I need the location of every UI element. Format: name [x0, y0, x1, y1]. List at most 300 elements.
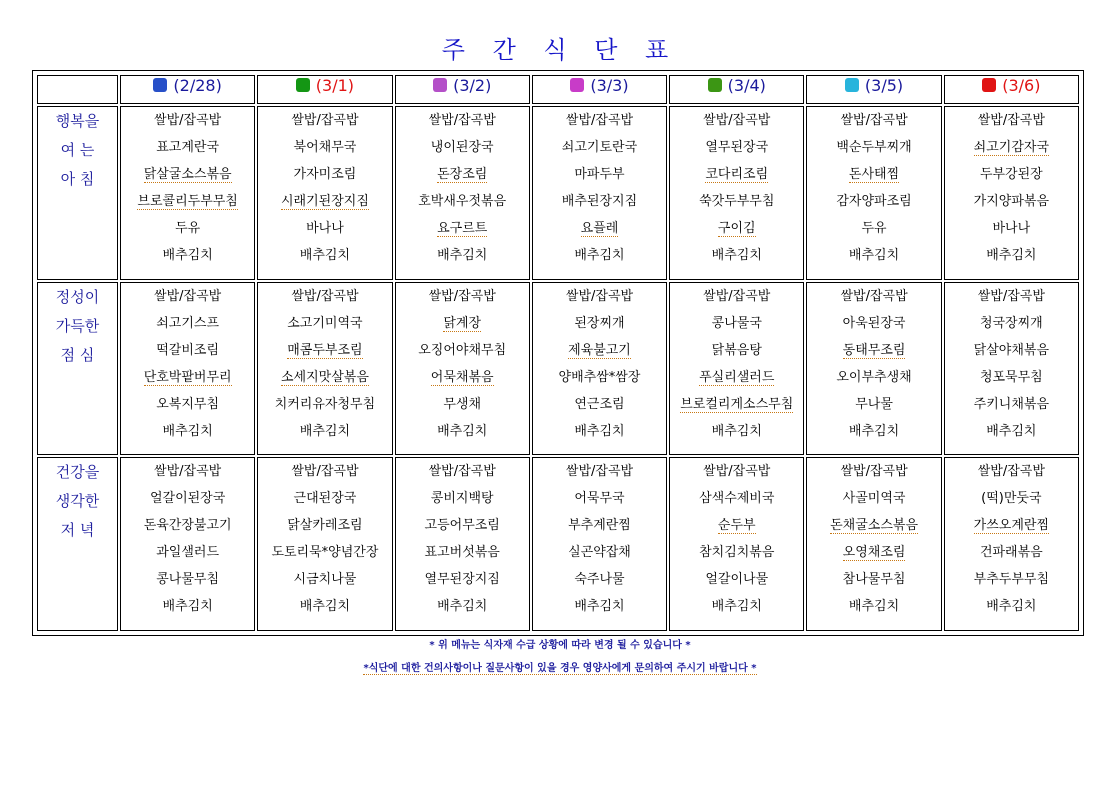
- menu-item-text: 배추김치: [986, 599, 1037, 615]
- menu-item: [121, 283, 254, 310]
- menu-item: [807, 418, 940, 445]
- menu-item-text: (떡)만둣국: [981, 491, 1042, 507]
- menu-item: [121, 188, 254, 215]
- menu-item: [945, 337, 1078, 364]
- menu-item-text: 배추김치: [162, 599, 213, 615]
- menu-item: [945, 242, 1078, 269]
- sun-day-icon: [153, 78, 167, 92]
- menu-item: [945, 188, 1078, 215]
- day-date-label: (3/3): [590, 76, 629, 95]
- menu-body: [37, 106, 1079, 631]
- menu-item-text: 가지양파볶음: [973, 194, 1050, 209]
- menu-item: [670, 458, 803, 485]
- menu-item-text: 청포묵무침: [979, 369, 1043, 385]
- menu-item-text: 쇠고기감자국: [973, 140, 1050, 155]
- menu-item-text: 쌀밥/잡곡밥: [840, 464, 908, 480]
- menu-item: [670, 593, 803, 620]
- menu-item: [807, 310, 940, 337]
- flower-icon: [296, 78, 310, 92]
- day-header-row: [37, 75, 1079, 104]
- menu-item: [807, 593, 940, 620]
- menu-item: [807, 161, 940, 188]
- menu-item: [945, 107, 1078, 134]
- menu-item-text: 얼갈이된장국: [149, 491, 226, 507]
- menu-item-text: 두유: [175, 221, 201, 236]
- day-date-label: (3/1): [315, 76, 355, 95]
- notice-line-2: [0, 659, 1120, 674]
- menu-item-text: 치커리유자청무침: [274, 396, 376, 412]
- menu-item-text: 매콤두부조림: [287, 342, 363, 358]
- menu-item: [807, 107, 940, 134]
- menu-item-text: 닭계장: [443, 315, 482, 331]
- menu-item-text: 단호박팥버무리: [143, 369, 232, 385]
- menu-cell: [532, 457, 667, 631]
- menu-item: [258, 283, 391, 310]
- day-header-2: [395, 75, 530, 104]
- menu-item: [121, 215, 254, 242]
- menu-item: [258, 242, 391, 269]
- menu-item: [945, 512, 1078, 539]
- menu-item-text: 쌀밥/잡곡밥: [565, 288, 634, 304]
- menu-item-text: 쌀밥/잡곡밥: [428, 464, 496, 480]
- menu-cell: [806, 457, 941, 631]
- menu-item-text: 쌀밥/잡곡밥: [977, 288, 1045, 304]
- day-header-1: [257, 75, 392, 104]
- menu-item: [396, 539, 529, 566]
- menu-item-text: 돈장조림: [437, 167, 488, 182]
- menu-item: [807, 215, 940, 242]
- menu-item-text: 표고계란국: [156, 140, 220, 155]
- menu-item: [258, 539, 391, 566]
- menu-item-text: 쇠고기스프: [156, 315, 220, 331]
- menu-item-text: 배추김치: [437, 248, 488, 263]
- menu-item-text: 소세지맛살볶음: [280, 369, 369, 385]
- menu-item-text: 참나물무침: [842, 572, 906, 588]
- menu-item: [670, 391, 803, 418]
- meal-label-cell: [37, 457, 118, 631]
- menu-item: [670, 107, 803, 134]
- menu-item: [807, 188, 940, 215]
- menu-item: [258, 485, 391, 512]
- menu-item-text: 건파래볶음: [979, 545, 1043, 561]
- menu-item: [533, 593, 666, 620]
- menu-item-text: 배추김치: [299, 599, 351, 615]
- menu-item-text: 배추김치: [299, 423, 351, 439]
- menu-item: [396, 418, 529, 445]
- menu-item: [945, 593, 1078, 620]
- meal-label-line: 점 심: [60, 345, 95, 364]
- menu-item: [945, 391, 1078, 418]
- menu-item-text: 배추김치: [848, 248, 900, 263]
- number-icon: [708, 78, 722, 92]
- menu-item-text: 요플레: [580, 221, 619, 236]
- menu-item-text: 쌀밥/잡곡밥: [565, 464, 634, 480]
- menu-item: [807, 512, 940, 539]
- menu-item: [121, 107, 254, 134]
- menu-item-text: 닭살카레조림: [287, 518, 363, 534]
- meal-row-0: [37, 106, 1079, 280]
- menu-item-text: 아욱된장국: [842, 315, 906, 331]
- menu-cell: [257, 106, 392, 280]
- menu-item: [945, 161, 1078, 188]
- menu-item-text: 연근조림: [574, 396, 625, 412]
- menu-item: [121, 512, 254, 539]
- menu-item: [121, 337, 254, 364]
- menu-cell: [944, 282, 1079, 456]
- menu-item: [258, 512, 391, 539]
- meal-label-line: 건강을: [55, 463, 100, 482]
- menu-item: [533, 337, 666, 364]
- menu-item: [670, 485, 803, 512]
- menu-cell: [395, 282, 530, 456]
- day-header-0: [120, 75, 255, 104]
- menu-item-text: 호박새우젓볶음: [418, 194, 507, 209]
- menu-item: [396, 242, 529, 269]
- menu-item: [396, 364, 529, 391]
- menu-item-text: 배추김치: [437, 423, 488, 439]
- menu-item: [396, 391, 529, 418]
- menu-item-text: 고등어무조림: [424, 518, 500, 534]
- meal-label-line: 가득한: [55, 316, 100, 335]
- menu-item-text: 배추김치: [848, 423, 900, 439]
- menu-item: [945, 283, 1078, 310]
- menu-item: [533, 539, 666, 566]
- menu-item: [670, 310, 803, 337]
- menu-item-text: 도토리묵*양념간장: [271, 545, 379, 561]
- menu-item-text: 백순두부찌개: [836, 140, 912, 155]
- menu-item: [258, 418, 391, 445]
- day-header-5: [806, 75, 941, 104]
- menu-cell: [532, 282, 667, 456]
- menu-item-text: 배추김치: [299, 248, 351, 263]
- menu-item: [121, 161, 254, 188]
- menu-item-text: 두유: [861, 221, 887, 236]
- menu-item: [396, 337, 529, 364]
- menu-cell: [669, 106, 804, 280]
- menu-item-text: 감자양파조림: [836, 194, 912, 209]
- menu-item-text: 시금치나물: [293, 572, 357, 588]
- menu-item-text: 쑥갓두부무침: [699, 194, 775, 209]
- menu-cell: [669, 457, 804, 631]
- menu-item-text: 쌀밥/잡곡밥: [428, 113, 496, 128]
- day-header-6: [944, 75, 1079, 104]
- menu-item: [807, 364, 940, 391]
- menu-item: [533, 107, 666, 134]
- menu-item: [807, 242, 940, 269]
- menu-item: [121, 134, 254, 161]
- menu-item: [945, 458, 1078, 485]
- menu-item: [533, 161, 666, 188]
- menu-item: [670, 512, 803, 539]
- day-header-3: [532, 75, 667, 104]
- menu-item-text: 배추김치: [711, 248, 762, 263]
- menu-item: [258, 458, 391, 485]
- menu-item: [396, 215, 529, 242]
- menu-item: [533, 418, 666, 445]
- menu-item: [258, 364, 391, 391]
- menu-item-text: 어묵무국: [574, 491, 625, 507]
- menu-item-text: 푸실리샐러드: [699, 369, 775, 385]
- meal-row-1: [37, 282, 1079, 456]
- number-icon: [982, 78, 996, 92]
- menu-cell: [257, 457, 392, 631]
- menu-cell: [120, 282, 255, 456]
- menu-item-text: 부추두부무침: [973, 572, 1050, 588]
- menu-item: [258, 161, 391, 188]
- menu-item-text: 어묵채볶음: [430, 369, 494, 385]
- menu-item: [258, 107, 391, 134]
- menu-item-text: 배추김치: [162, 248, 213, 263]
- menu-item: [945, 215, 1078, 242]
- menu-item-text: 참치김치볶음: [699, 545, 775, 561]
- menu-item: [121, 566, 254, 593]
- menu-item: [670, 364, 803, 391]
- menu-item-text: 숙주나물: [574, 572, 625, 588]
- menu-item-text: 바나나: [306, 221, 344, 236]
- menu-item: [670, 134, 803, 161]
- notice-line-2-text: *식단에 대한 건의사항이나 질문사항이 있을 경우 영양사에게 문의하여 주시기 바랍니다 *: [363, 663, 757, 674]
- menu-item-text: 삼색수제비국: [699, 491, 775, 507]
- menu-item-text: 쌀밥/잡곡밥: [703, 464, 771, 480]
- menu-item-text: 오복지무침: [156, 396, 220, 412]
- menu-item: [533, 458, 666, 485]
- menu-item: [258, 134, 391, 161]
- menu-item: [670, 418, 803, 445]
- menu-item: [945, 539, 1078, 566]
- menu-item-text: 오이부추생채: [836, 369, 912, 385]
- menu-item: [807, 283, 940, 310]
- menu-item-text: 콩비지백탕: [430, 491, 494, 507]
- menu-item-text: 브로콜리두부무침: [137, 194, 238, 209]
- menu-item: [807, 134, 940, 161]
- menu-item: [945, 485, 1078, 512]
- menu-item: [258, 188, 391, 215]
- menu-item-text: 돈육간장불고기: [143, 518, 232, 534]
- menu-item-text: 북어채무국: [293, 140, 357, 155]
- notice-line-1: * 위 메뉴는 식자재 수급 상황에 따라 변경 될 수 있습니다 *: [429, 640, 691, 651]
- menu-item: [396, 458, 529, 485]
- menu-item-text: 배추김치: [437, 599, 488, 615]
- menu-item-text: 된장찌개: [574, 315, 625, 331]
- menu-item-text: 쌀밥/잡곡밥: [840, 288, 908, 304]
- menu-item: [121, 310, 254, 337]
- menu-cell: [120, 106, 255, 280]
- menu-item: [670, 539, 803, 566]
- number-icon: [433, 78, 447, 92]
- menu-item-text: 배추김치: [574, 423, 625, 439]
- number-icon: [570, 78, 584, 92]
- menu-cell: [806, 106, 941, 280]
- menu-item-text: 쌀밥/잡곡밥: [703, 288, 771, 304]
- menu-item: [533, 215, 666, 242]
- menu-item-text: 시래기된장지짐: [280, 194, 369, 209]
- menu-item: [807, 539, 940, 566]
- menu-item-text: 양배추쌈*쌈장: [558, 369, 641, 385]
- menu-cell: [120, 457, 255, 631]
- menu-item: [807, 337, 940, 364]
- menu-item: [121, 539, 254, 566]
- menu-item: [533, 188, 666, 215]
- menu-item: [533, 283, 666, 310]
- menu-cell: [944, 106, 1079, 280]
- menu-item: [121, 242, 254, 269]
- day-header-4: [669, 75, 804, 104]
- meal-label-line: 생각한: [55, 492, 100, 511]
- meal-label-cell: [37, 282, 118, 456]
- meal-label-line: 저 녁: [60, 521, 95, 540]
- menu-item: [396, 188, 529, 215]
- menu-item-text: 열무된장지짐: [424, 572, 500, 588]
- menu-item: [396, 107, 529, 134]
- menu-item-text: 쌀밥/잡곡밥: [565, 113, 634, 128]
- corner-cell: [37, 75, 118, 104]
- menu-item-text: 오영채조림: [842, 545, 906, 561]
- meal-label-line: 행복을: [55, 112, 100, 130]
- menu-item: [121, 485, 254, 512]
- menu-item-text: 배추김치: [162, 423, 213, 439]
- menu-item: [121, 593, 254, 620]
- menu-item: [670, 188, 803, 215]
- menu-item: [807, 566, 940, 593]
- menu-item: [396, 512, 529, 539]
- menu-item-text: 배추김치: [574, 599, 625, 615]
- menu-item: [258, 566, 391, 593]
- menu-item: [258, 215, 391, 242]
- menu-item-text: 구이김: [717, 221, 756, 236]
- menu-item-text: 오징어야채무침: [418, 342, 507, 358]
- menu-item: [533, 364, 666, 391]
- menu-item-text: 소고기미역국: [287, 315, 363, 331]
- weekly-menu-table: [35, 73, 1081, 633]
- menu-item: [396, 283, 529, 310]
- menu-item-text: 가자미조림: [293, 167, 357, 182]
- menu-item: [258, 593, 391, 620]
- menu-item-text: 얼갈이나물: [705, 572, 769, 588]
- menu-item-text: 쌀밥/잡곡밥: [703, 113, 771, 128]
- menu-item-text: 쌀밥/잡곡밥: [291, 288, 359, 304]
- menu-item-text: 쌀밥/잡곡밥: [291, 464, 359, 480]
- menu-item: [396, 310, 529, 337]
- meal-label-line: 정성이: [55, 287, 100, 306]
- menu-item: [807, 391, 940, 418]
- menu-item-text: 부추계란찜: [568, 518, 631, 534]
- menu-item-text: 배추된장지짐: [561, 194, 638, 209]
- menu-item: [807, 458, 940, 485]
- menu-item-text: 가쓰오계란찜: [973, 518, 1050, 534]
- menu-cell: [944, 457, 1079, 631]
- menu-item-text: 무생채: [443, 396, 482, 412]
- menu-item-text: 닭살야채볶음: [973, 342, 1050, 358]
- menu-item: [945, 134, 1078, 161]
- menu-item: [670, 337, 803, 364]
- menu-item: [533, 485, 666, 512]
- menu-item: [807, 485, 940, 512]
- menu-item: [121, 458, 254, 485]
- menu-item-text: 쌀밥/잡곡밥: [428, 288, 496, 304]
- menu-item-text: 콩나물국: [711, 315, 762, 331]
- menu-item-text: 근대된장국: [293, 491, 357, 507]
- menu-item-text: 동태무조림: [842, 342, 906, 358]
- menu-item-text: 배추김치: [848, 599, 900, 615]
- meal-row-2: [37, 457, 1079, 631]
- menu-item: [121, 391, 254, 418]
- menu-cell: [257, 282, 392, 456]
- menu-item: [670, 215, 803, 242]
- menu-item: [670, 283, 803, 310]
- menu-item-text: 닭볶음탕: [711, 342, 762, 358]
- meal-label-line: 여 는: [60, 141, 95, 159]
- menu-item-text: 표고버섯볶음: [424, 545, 500, 561]
- menu-item-text: 코다리조림: [705, 167, 769, 182]
- menu-item: [945, 418, 1078, 445]
- menu-item-text: 쌀밥/잡곡밥: [977, 464, 1045, 480]
- menu-item: [121, 364, 254, 391]
- menu-item: [533, 512, 666, 539]
- menu-item-text: 주키니채볶음: [973, 396, 1050, 412]
- day-date-label: (2/28): [173, 76, 222, 95]
- menu-item-text: 과일샐러드: [156, 545, 220, 561]
- menu-item-text: 냉이된장국: [430, 140, 494, 155]
- menu-cell: [532, 106, 667, 280]
- menu-item: [121, 418, 254, 445]
- menu-item: [533, 134, 666, 161]
- menu-item-text: 돈사태찜: [848, 167, 900, 182]
- day-date-label: (3/2): [453, 76, 492, 95]
- day-date-label: (3/6): [1002, 76, 1041, 95]
- menu-item-text: 쌀밥/잡곡밥: [154, 464, 222, 480]
- meal-label-cell: [37, 106, 118, 280]
- menu-item-text: 요구르트: [437, 221, 488, 236]
- menu-item-text: 쌀밥/잡곡밥: [977, 113, 1045, 128]
- menu-item: [533, 242, 666, 269]
- menu-item-text: 사골미역국: [842, 491, 906, 507]
- menu-item: [945, 566, 1078, 593]
- menu-item-text: 돈채굴소스볶음: [830, 518, 918, 534]
- page-title: 주 간 식 단 표: [441, 36, 679, 64]
- menu-item: [670, 566, 803, 593]
- menu-item-text: 배추김치: [986, 423, 1037, 439]
- menu-item-text: 배추김치: [986, 248, 1037, 263]
- menu-item-text: 브로컬리게소스무침: [680, 396, 794, 412]
- menu-item: [396, 593, 529, 620]
- menu-item: [396, 485, 529, 512]
- menu-cell: [806, 282, 941, 456]
- day-date-label: (3/5): [864, 76, 904, 95]
- menu-item: [258, 310, 391, 337]
- menu-item-text: 무나물: [855, 396, 893, 412]
- menu-item-text: 순두부: [717, 518, 756, 534]
- menu-item-text: 쌀밥/잡곡밥: [291, 113, 359, 128]
- menu-item: [396, 566, 529, 593]
- menu-item: [670, 161, 803, 188]
- menu-item-text: 배추김치: [574, 248, 625, 263]
- menu-item-text: 청국장찌개: [979, 315, 1043, 331]
- menu-item-text: 쌀밥/잡곡밥: [154, 113, 222, 128]
- menu-item: [533, 310, 666, 337]
- menu-item-text: 마파두부: [574, 167, 625, 182]
- menu-item-text: 쌀밥/잡곡밥: [154, 288, 222, 304]
- menu-item: [258, 337, 391, 364]
- menu-item-text: 쌀밥/잡곡밥: [840, 113, 908, 128]
- menu-item: [945, 310, 1078, 337]
- menu-cell: [395, 457, 530, 631]
- menu-item-text: 쇠고기토란국: [561, 140, 638, 155]
- menu-item-text: 배추김치: [711, 423, 762, 439]
- number-icon: [845, 78, 859, 92]
- menu-item-text: 떡갈비조림: [156, 342, 220, 358]
- menu-item: [670, 242, 803, 269]
- menu-cell: [669, 282, 804, 456]
